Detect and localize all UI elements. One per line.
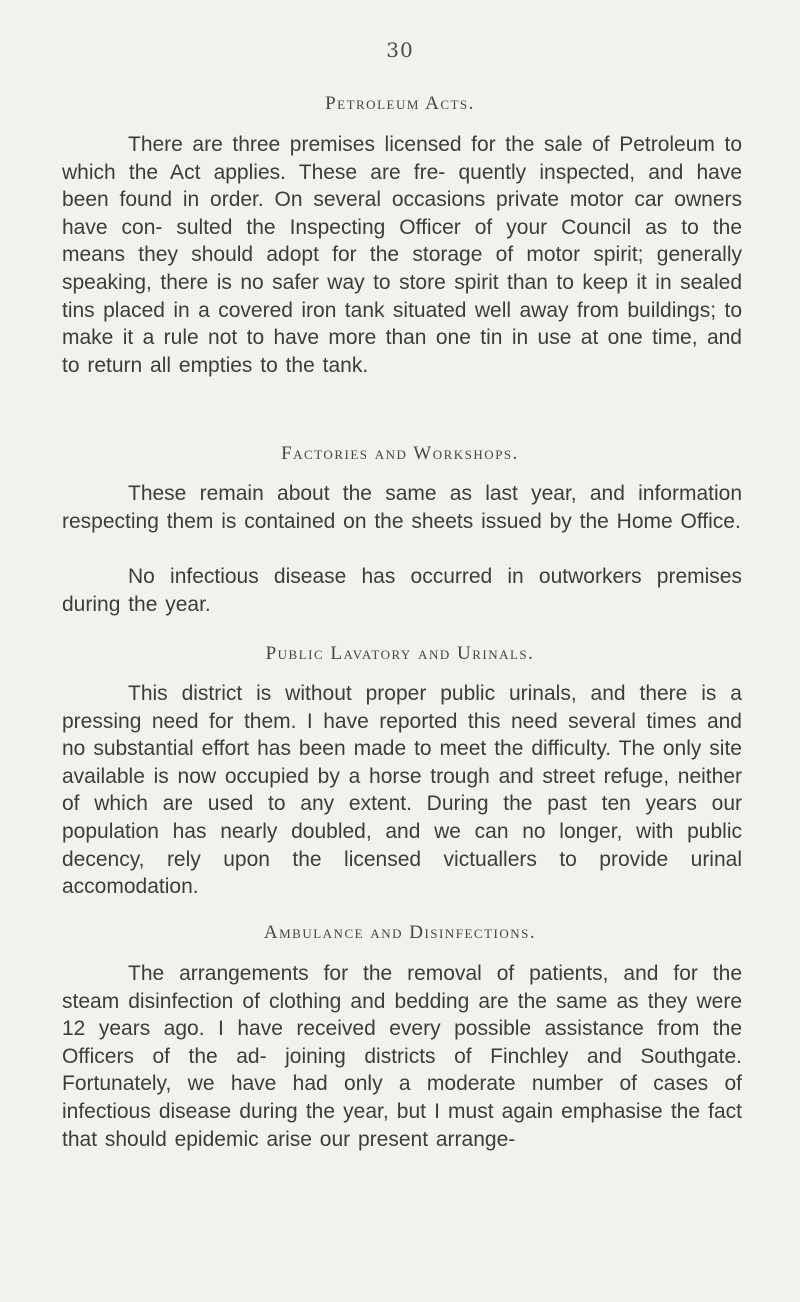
paragraph-public-lavatory: This district is without proper public urinals, and there is a pressing need for them. I have reported this need several times and no substantial effort has been made to meet the difficulty. The only site available is now occupied by a horse trough and street refuge, neither of which are used to any extent. During the past ten years our population has nearly doubled, and we can no longer, with public decency, rely upon the licensed victuallers to provide urinal accomodation.	[62, 682, 742, 899]
page-number: 30	[386, 38, 414, 62]
paragraph-factories-workshops-1: These remain about the same as last year, and information respecting them is contained on the sheets issued by the Home Office.	[62, 482, 742, 533]
section-heading-petroleum-acts: Petroleum Acts.	[325, 93, 475, 114]
paragraph-petroleum-acts: There are three premises licensed for the sale of Petroleum to which the Act applies. These are fre- quently inspected, and have been found in order. On several occasions private motor car owners have con- sulted the Inspecting Officer of your Council as to the means they should adopt for the storage of motor spirit; generally speaking, there is no safer way to store spirit than to keep it in sealed tins placed in a covered iron tank situated well away from buildings; to make it a rule not to have more than one tin in use at one time, and to return all empties to the tank.	[62, 133, 742, 377]
section-heading-public-lavatory: Public Lavatory and Urinals.	[265, 643, 535, 664]
paragraph-factories-workshops-2: No infectious disease has occurred in outworkers premises during the year.	[62, 565, 742, 616]
paragraph-ambulance-disinfections: The arrangements for the removal of patients, and for the steam disinfection of clothing and bedding are the same as they were 12 years ago. I have received every possible assistance from the Officers of the ad- joining districts of Finchley and Southgate. Fortunately, we have had only a moderate number of cases of infectious disease during the year, but I must again emphasise the fact that should epidemic arise our present arrange-	[62, 962, 742, 1151]
section-heading-ambulance-disinfections: Ambulance and Disinfections.	[263, 922, 537, 943]
section-heading-factories-workshops: Factories and Workshops.	[281, 443, 519, 464]
